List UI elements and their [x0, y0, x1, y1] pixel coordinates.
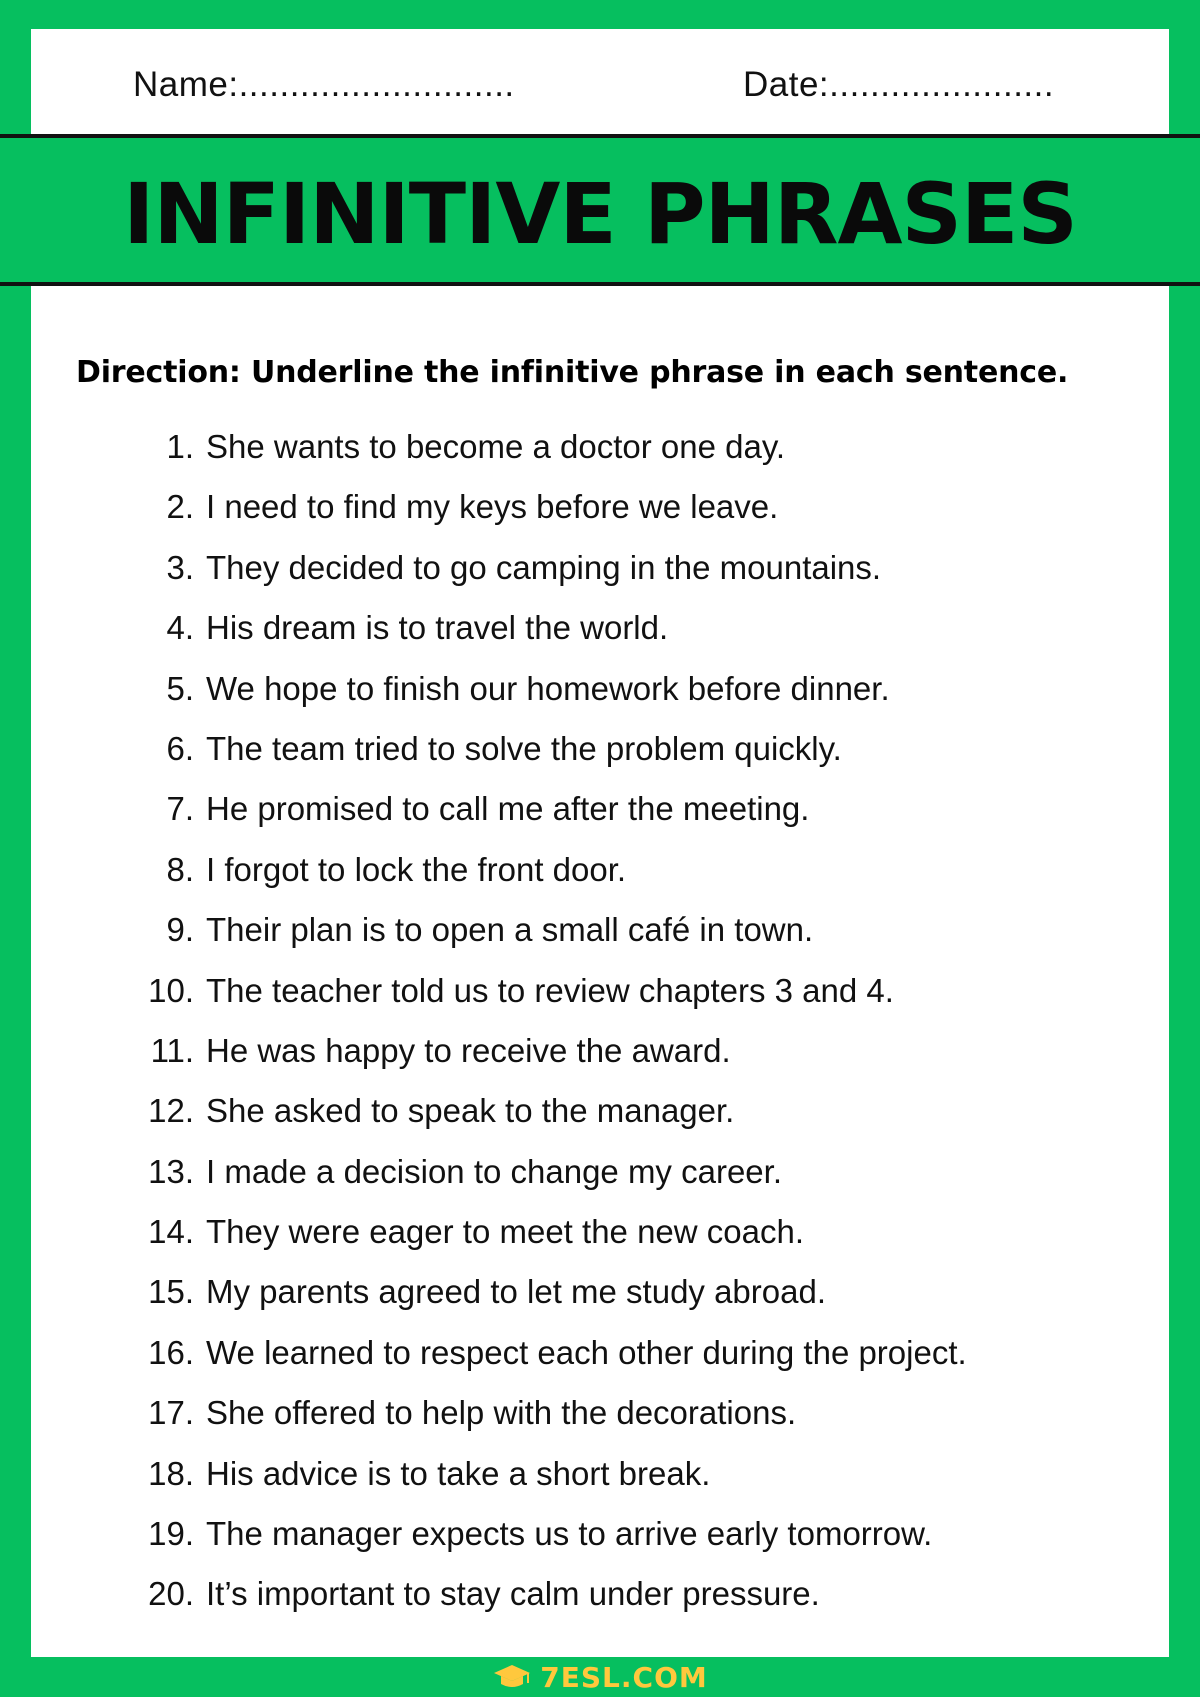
question-item [140, 1394, 1140, 1454]
question-item [140, 488, 1140, 548]
question-number: 13. [148, 1152, 194, 1190]
question-text: We hope to finish our homework before dinner. [206, 669, 890, 707]
question-item [140, 670, 1140, 730]
question-number: 18. [148, 1454, 194, 1492]
question-item [140, 1455, 1140, 1515]
question-number: 17. [148, 1394, 194, 1432]
question-item [140, 972, 1140, 1032]
name-field: Name:........................... [133, 65, 515, 104]
question-item [140, 609, 1140, 669]
header-fields [31, 29, 1169, 134]
question-text: We learned to respect each other during the project. [206, 1333, 967, 1371]
question-text: I made a decision to change my career. [206, 1152, 782, 1190]
question-number: 6. [166, 729, 194, 767]
question-item [140, 851, 1140, 911]
question-number: 16. [148, 1333, 194, 1371]
page-title: INFINITIVE PHRASES [123, 165, 1077, 263]
question-text: Their plan is to open a small café in town. [206, 911, 814, 949]
question-item [140, 730, 1140, 790]
question-text: They were eager to meet the new coach. [206, 1213, 804, 1251]
direction-text: Direction: Underline the infinitive phrase in each sentence. [76, 355, 1069, 390]
question-number: 4. [166, 609, 194, 647]
question-item [140, 428, 1140, 488]
question-item [140, 911, 1140, 971]
question-number: 14. [148, 1213, 194, 1251]
footer-logo [0, 1657, 1200, 1697]
question-text: It’s important to stay calm under pressure. [206, 1575, 820, 1613]
question-number: 8. [166, 850, 194, 888]
question-text: His dream is to travel the world. [206, 609, 669, 647]
question-item [140, 1032, 1140, 1092]
question-text: The manager expects us to arrive early tomorrow. [206, 1515, 933, 1553]
question-text: He was happy to receive the award. [206, 1031, 731, 1069]
question-text: They decided to go camping in the mountains. [206, 548, 882, 586]
question-item [140, 1092, 1140, 1152]
title-band [0, 134, 1200, 286]
question-item [140, 1334, 1140, 1394]
question-item [140, 1515, 1140, 1575]
question-text: He promised to call me after the meeting. [206, 790, 810, 828]
question-number: 10. [148, 971, 194, 1009]
question-list [140, 428, 1140, 1636]
question-number: 11. [150, 1031, 194, 1069]
graduation-cap-icon [492, 1662, 532, 1692]
question-text: I forgot to lock the front door. [206, 850, 627, 888]
question-text: I need to find my keys before we leave. [206, 488, 779, 526]
question-item [140, 549, 1140, 609]
question-item [140, 1273, 1140, 1333]
question-text: She asked to speak to the manager. [206, 1092, 735, 1130]
question-number: 20. [148, 1575, 194, 1613]
question-number: 5. [166, 669, 194, 707]
question-number: 19. [148, 1515, 194, 1553]
question-number: 3. [166, 548, 194, 586]
logo-text: 7ESL.COM [540, 1660, 708, 1694]
question-text: My parents agreed to let me study abroad. [206, 1273, 827, 1311]
question-number: 15. [148, 1273, 194, 1311]
question-item [140, 1575, 1140, 1635]
question-text: His advice is to take a short break. [206, 1454, 711, 1492]
question-number: 12. [148, 1092, 194, 1130]
question-item [140, 790, 1140, 850]
question-number: 1. [166, 428, 194, 465]
question-text: The team tried to solve the problem quickly. [206, 729, 842, 767]
question-number: 7. [166, 790, 194, 828]
question-item [140, 1213, 1140, 1273]
question-number: 9. [166, 911, 194, 949]
date-field: Date:...................... [743, 65, 1055, 104]
question-text: She wants to become a doctor one day. [206, 428, 786, 465]
question-number: 2. [166, 488, 194, 526]
question-text: The teacher told us to review chapters 3 and 4. [206, 971, 894, 1009]
question-item [140, 1153, 1140, 1213]
question-text: She offered to help with the decorations. [206, 1394, 797, 1432]
